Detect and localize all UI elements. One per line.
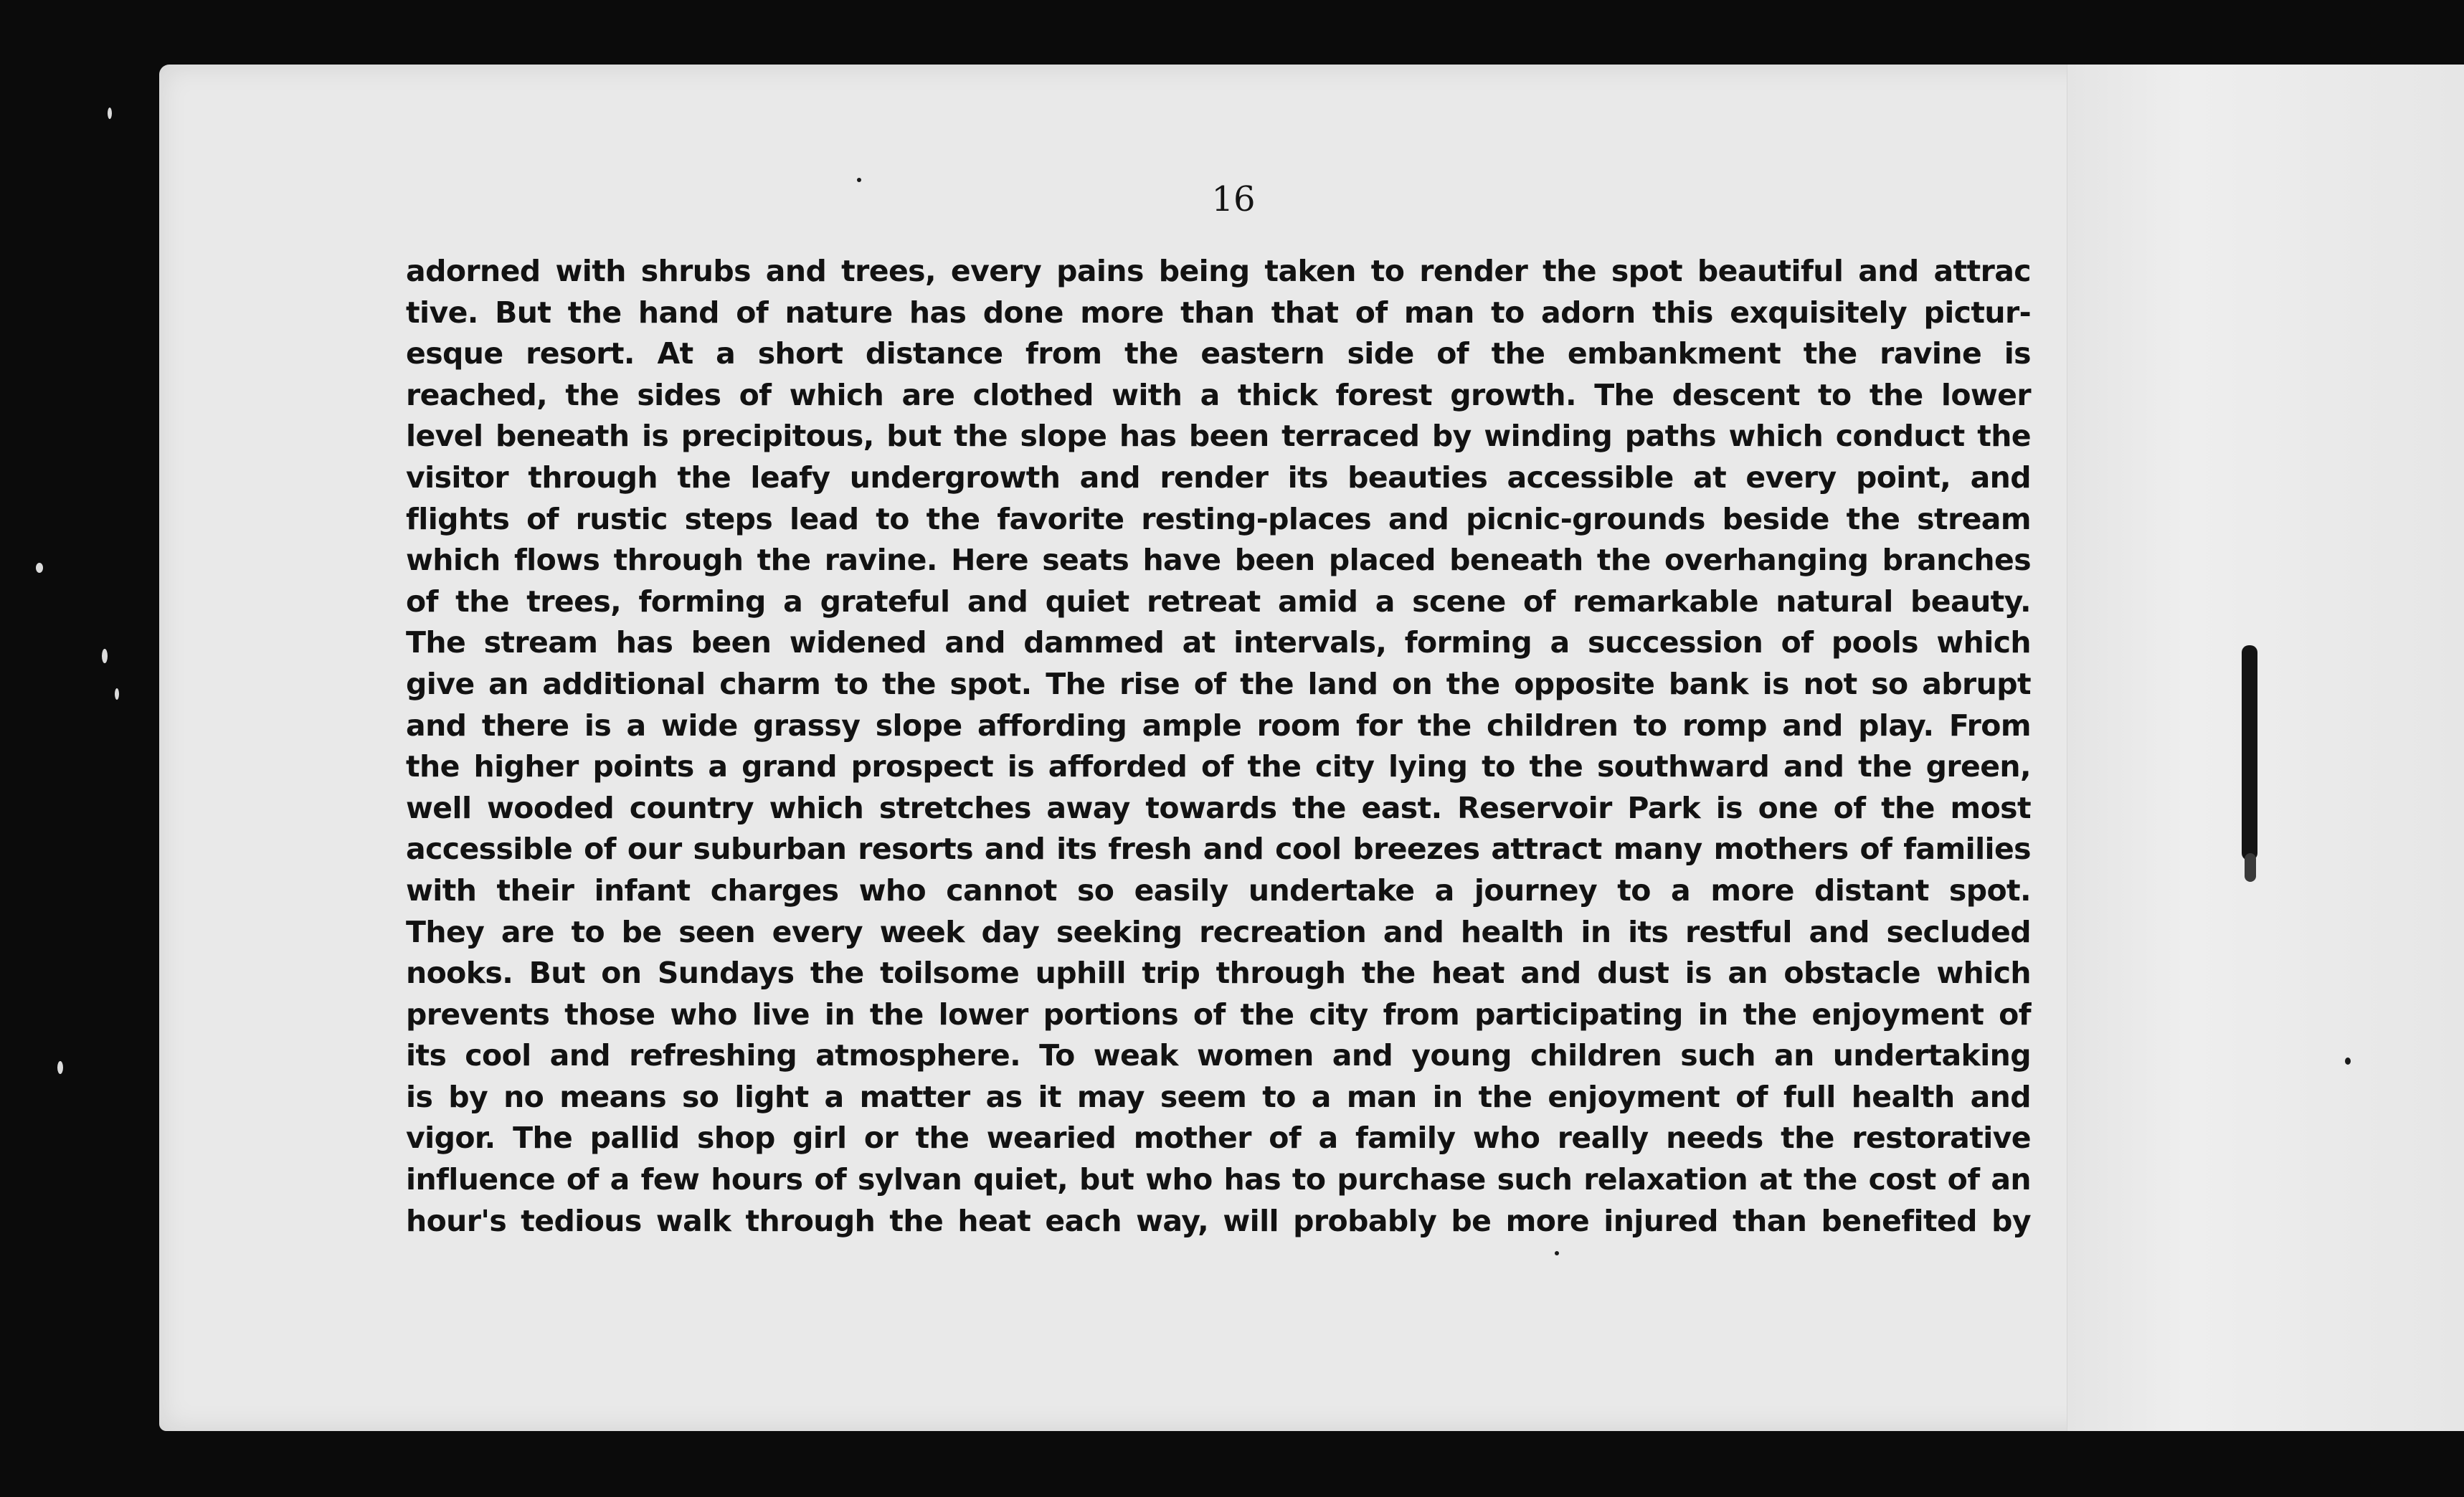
text-line: the higher points a grand prospect is afforded of the city lying to the southward and the green, [406, 749, 2031, 784]
binding-mark [2242, 645, 2257, 860]
text-line: with their infant charges who cannot so easily undertake a journey to a more distant spot. [406, 873, 2031, 908]
text-line: esque resort. At a short distance from the eastern side of the embankment the ravine is [406, 336, 2031, 371]
text-line: tive. But the hand of nature has done more than that of man to adorn this exquisitely pictur- [406, 295, 2031, 330]
text-line: well wooded country which stretches away towards the east. Reservoir Park is one of the most [406, 790, 2031, 825]
text-line: prevents those who live in the lower portions of the city from participating in the enjoyment of [406, 997, 2031, 1032]
page-fold-margin [2067, 65, 2464, 1431]
text-line: its cool and refreshing atmosphere. To weak women and young children such an undertaking [406, 1038, 2031, 1073]
text-line: give an additional charm to the spot. The rise of the land on the opposite bank is not so abrupt [406, 666, 2031, 701]
binding-mark-tip [2245, 853, 2256, 882]
text-line: nooks. But on Sundays the toilsome uphill trip through the heat and dust is an obstacle which [406, 956, 2031, 991]
text-line: vigor. The pallid shop girl or the wearied mother of a family who really needs the restorative [406, 1121, 2031, 1156]
text-line: visitor through the leafy undergrowth and render its beauties accessible at every point, and [406, 460, 2031, 495]
text-line: hour's tedious walk through the heat each way, will probably be more injured than benefited by [406, 1203, 2031, 1238]
text-line: The stream has been widened and dammed at intervals, forming a succession of pools which [406, 625, 2031, 660]
text-line: adorned with shrubs and trees, every pains being taken to render the spot beautiful and attrac [406, 254, 2031, 288]
text-line: which flows through the ravine. Here seats have been placed beneath the overhanging branches [406, 543, 2031, 578]
text-line: is by no means so light a matter as it may seem to a man in the enjoyment of full health and [406, 1079, 2031, 1114]
text-line: and there is a wide grassy slope affording ample room for the children to romp and play. From [406, 708, 2031, 743]
text-line: reached, the sides of which are clothed with a thick forest growth. The descent to the lower [406, 377, 2031, 412]
page-number: 16 [1211, 179, 1256, 219]
text-line: of the trees, forming a grateful and quiet retreat amid a scene of remarkable natural beauty. [406, 584, 2031, 619]
body-text [406, 251, 2031, 1242]
text-line: influence of a few hours of sylvan quiet, but who has to purchase such relaxation at the cost of an [406, 1162, 2031, 1197]
text-line: flights of rustic steps lead to the favorite resting-places and picnic-grounds beside the stream [406, 501, 2031, 536]
text-line: They are to be seen every week day seeking recreation and health in its restful and secluded [406, 914, 2031, 949]
text-line: level beneath is precipitous, but the slope has been terraced by winding paths which conduct the [406, 419, 2031, 454]
text-line: accessible of our suburban resorts and its fresh and cool breezes attract many mothers of families [406, 832, 2031, 867]
